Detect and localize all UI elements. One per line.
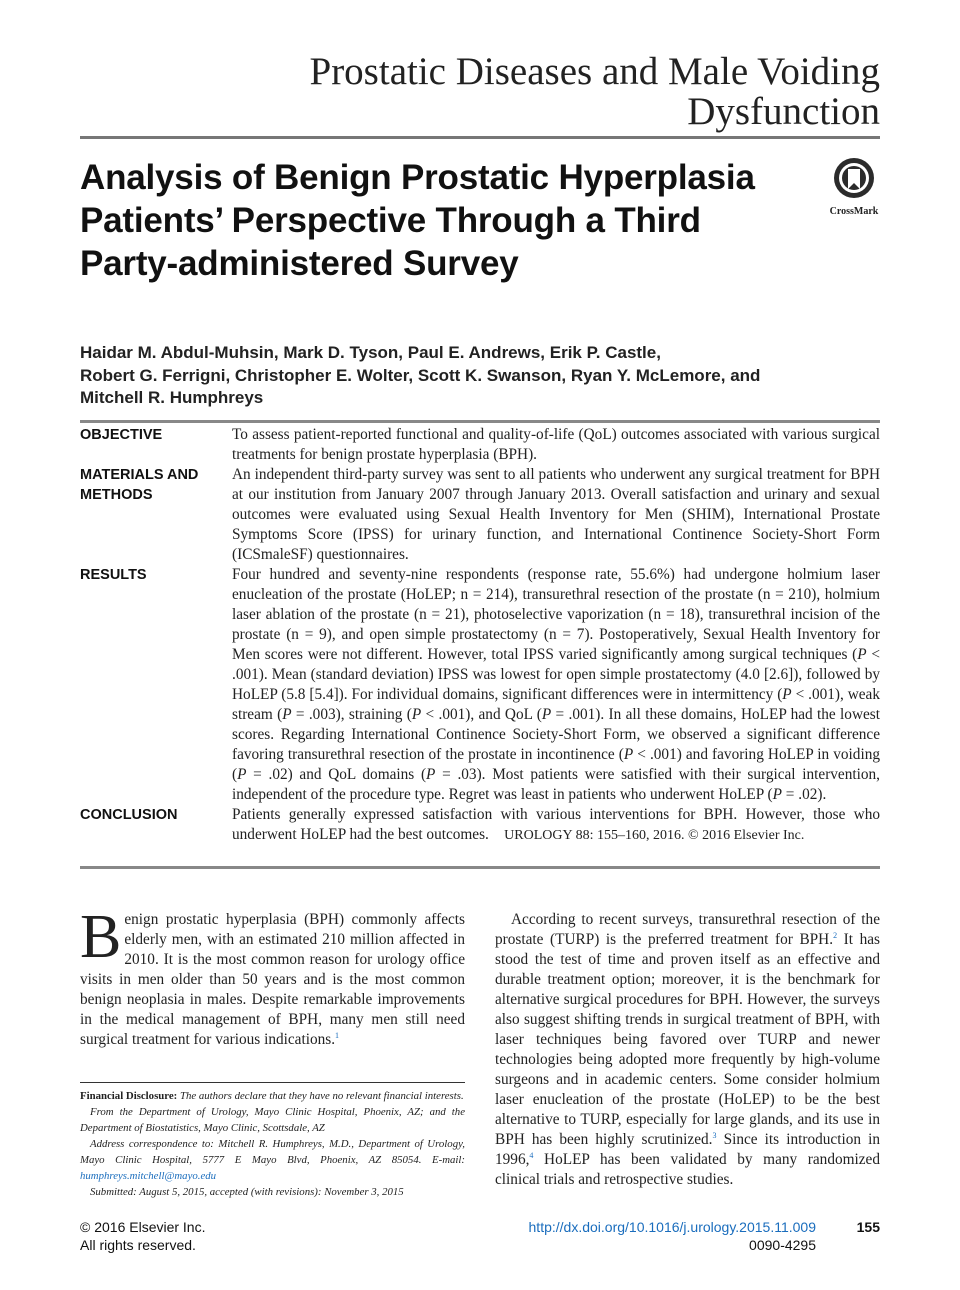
submission-dates: Submitted: August 5, 2015, accepted (with revisions): November 3, 2015 [90,1186,404,1198]
doi-block [470,1218,816,1254]
methods-label-line: METHODS [80,487,153,503]
author-list [80,342,870,410]
results-label: RESULTS [80,567,147,583]
reference-link[interactable]: 2 [833,930,838,940]
footnote-divider [80,1082,465,1083]
drop-cap: B [80,903,122,971]
journal-citation: UROLOGY 88: 155–160, 2016. © 2016 Elsevier Inc. [504,828,805,843]
conclusion-text: Patients generally expressed satisfaction with various interventions for BPH. However, those who underwent HoLEP had the best outcomes. UROLOGY 88: 155–160, 2016. © 2016 Elsevier Inc. [232,806,880,843]
footnotes [80,1088,465,1200]
conclusion-label: CONCLUSION [80,807,178,823]
page-number: 155 [856,1219,880,1235]
abstract [80,425,880,846]
methods-text: An independent third-party survey was sent to all patients who underwent any surgical treatment for BPH at our institution from January 2007 through January 2013. Overall satisfaction and urinary and sexual outcomes were evaluated using Sexual Health Inventory for Men (SHIM), International Prostate Symptoms Score (IPSS) for urinary function, and International Continence Society-Short Form (ICSmaleSF) questionnaires. [232,466,880,563]
authors-line: Robert G. Ferrigni, Christopher E. Wolter, Scott K. Swanson, Ryan Y. McLemore, and [80,365,761,385]
header-divider [80,136,880,139]
crossmark-label: CrossMark [829,206,879,217]
email-link[interactable]: humphreys.mitchell@mayo.edu [80,1170,217,1182]
reference-link[interactable]: 3 [712,1130,717,1140]
abstract-top-divider [80,420,880,423]
copyright-line: © 2016 Elsevier Inc. [80,1219,206,1235]
authors-line: Mitchell R. Humphreys [80,388,264,407]
reference-link[interactable]: 4 [529,1150,534,1160]
crossmark-icon [832,156,876,200]
abstract-conclusion [80,805,880,846]
journal-section-title: Prostatic Diseases and Male Voiding Dysfunction [309,50,880,133]
abstract-bottom-divider [80,866,880,869]
abstract-methods [80,465,880,565]
rights-line: All rights reserved. [80,1237,196,1253]
reference-link[interactable]: 1 [335,1030,340,1040]
objective-label: OBJECTIVE [80,427,163,443]
article-title: Analysis of Benign Prostatic Hyperplasia Patients’ Perspective Through a Third Party-administered Survey [80,158,755,283]
abstract-results [80,565,880,805]
results-text: Four hundred and seventy-nine respondents (response rate, 55.6%) had undergone holmium laser enucleation of the prostate (HoLEP; n = 214), transurethral resection of the prostate (n = 210), holmium laser ablation of the prostate (n = 21), photoselective vaporization (n = 18), transurethral incision of the prostate (n = 9), and open simple prostatectomy (n = 7). Postoperatively, Sexual Health Inventory for Men scores were not different. However, total IPSS varied significantly among surgical techniques (P < .001). Mean (standard deviation) IPSS was lowest for open simple prostatectomy (4.0 [2.6]), followed by HoLEP (5.8 [5.4]). For individual domains, significant differences were in intermittency (P < .001), weak stream (P = .003), straining (P < .001), and QoL (P = .001). In all these domains, HoLEP had the lowest scores. Regarding International Continence Society-Short Form, we observed a significant difference favoring transurethral resection of the prostate in incontinence (P < .001) and favoring HoLEP in voiding (P = .02) and QoL domains (P = .03). Most patients were satisfied with their surgical intervention, independent of the procedure type. Regret was least in patients who underwent HoLEP (P = .02). [232,566,881,803]
doi-link[interactable]: http://dx.doi.org/10.1016/j.urology.2015.11.009 [528,1219,816,1235]
crossmark-badge[interactable] [824,156,884,217]
issn: 0090-4295 [749,1237,816,1253]
correspondence: Address correspondence to: Mitchell R. Humphreys, M.D., Department of Urology, Mayo Clinic Hospital, 5777 E Mayo Blvd, Phoenix, AZ 85054. E-mail: humphreys.mitchell@mayo.edu [80,1138,466,1182]
intro-paragraph: Benign prostatic hyperplasia (BPH) commonly affects elderly men, with an estimated 210 million affected in 2010. It is the most common reason for urology office visits in men older than 50 years and is the most common benign neoplasia in males. Despite remarkable improvements in the medical management of BPH, many men still need surgical treatment for various indications.$^1$ [80,903,465,1048]
methods-label [80,465,232,565]
objective-text: To assess patient-reported functional and quality-of-life (QoL) outcomes associated with various surgical treatments for benign prostate hyperplasia (BPH). [232,426,880,463]
body-paragraph: According to recent surveys, transurethral resection of the prostate (TURP) is the preferred treatment for BPH.$^2$ It has stood the test of time and proven itself as an effective and durable treatment option; moreover, it is the benchmark for alternative surgical procedures for BPH. However, the surveys also suggest shifting trends in surgical treatment of BPH, with laser techniques being favored over TURP and newer technologies being adopted more frequently by high-volume surgeons and in academic centers. Some consider holmium laser enucleation of the prostate (HoLEP) to be the best alternative to TURP, especially for large glands, and its use in BPH has been highly scrutinized.$^3$ Since its introduction in 1996,$^4$ HoLEP has been validated by many randomized clinical trials and retrospective studies. [495,911,881,1188]
abstract-objective [80,425,880,465]
affiliation: From the Department of Urology, Mayo Clinic Hospital, Phoenix, AZ; and the Department of Biostatistics, Mayo Clinic, Scottsdale, AZ [80,1106,465,1134]
methods-label-line: MATERIALS AND [80,467,199,483]
financial-disclosure: Financial Disclosure: The authors declare that they have no relevant financial interests. [80,1090,464,1102]
copyright-notice [80,1218,206,1254]
authors-line: Haidar M. Abdul-Muhsin, Mark D. Tyson, Paul E. Andrews, Erik P. Castle, [80,343,661,362]
